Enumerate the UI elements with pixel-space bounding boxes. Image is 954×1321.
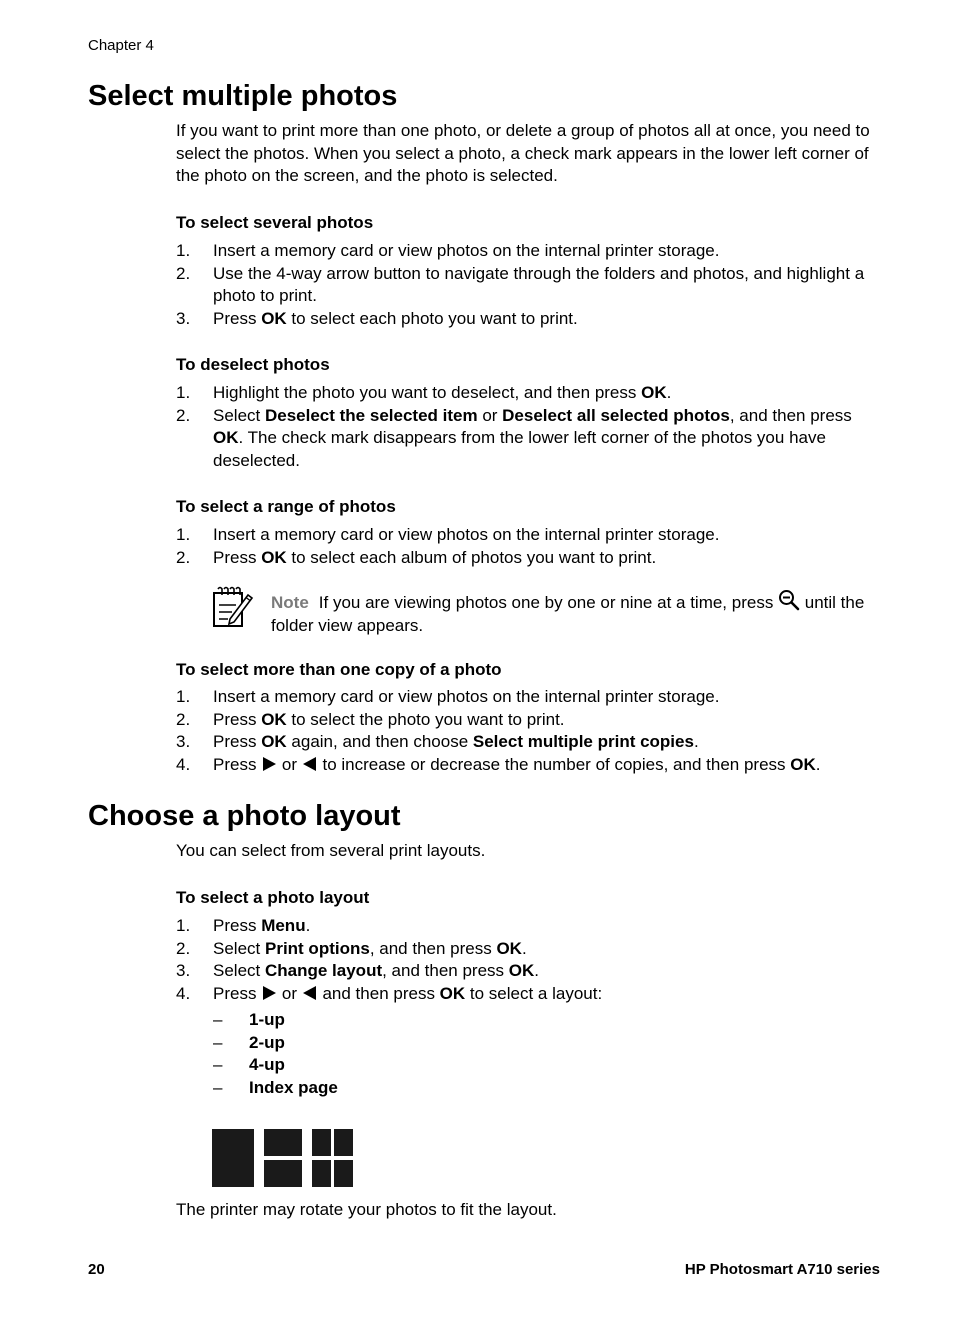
steps-deselect bbox=[176, 382, 886, 472]
steps-select-range bbox=[176, 524, 886, 569]
layout-1up-icon bbox=[212, 1129, 254, 1187]
zoom-out-icon bbox=[778, 589, 800, 611]
page-number: 20 bbox=[88, 1261, 105, 1278]
closing-text: The printer may rotate your photos to fit the layout. bbox=[176, 1200, 557, 1219]
note-text: Note If you are viewing photos one by one or nine at a time, press until the folder view appears. bbox=[271, 589, 886, 637]
subheading-select-copies: To select more than one copy of a photo bbox=[176, 660, 502, 679]
layout-4up-icon bbox=[312, 1129, 353, 1187]
right-arrow-icon bbox=[261, 985, 277, 1001]
list-item: 3. Press OK to select each photo you want to print. bbox=[176, 308, 578, 328]
list-item: 1. Press Menu. bbox=[176, 916, 311, 935]
list-item: 4. Press or to increase or decrease the number of copies, and then press OK. bbox=[176, 754, 821, 774]
section-intro: If you want to print more than one photo, or delete a group of photos all at once, you need to select the photos. When you select a photo, a check mark appears in the lower left corner of the photo on the screen, and the photo is selected. bbox=[176, 121, 870, 185]
layout-2up-icon bbox=[264, 1129, 302, 1187]
list-item: 2. Use the 4-way arrow button to navigate through the folders and photos, and highlight a photo to print. bbox=[176, 263, 865, 305]
note-label: Note bbox=[271, 593, 309, 612]
layout-examples-figure bbox=[212, 1129, 354, 1189]
list-item: 3. Select Change layout, and then press OK. bbox=[176, 961, 539, 980]
list-item: 1. Insert a memory card or view photos on the internal printer storage. bbox=[176, 687, 720, 706]
note-pad-icon bbox=[210, 585, 256, 631]
section-intro: You can select from several print layouts. bbox=[176, 841, 486, 860]
list-item: 2. Press OK to select the photo you want to print. bbox=[176, 709, 565, 729]
left-arrow-icon bbox=[302, 756, 318, 772]
list-item: – Index page bbox=[213, 1077, 338, 1097]
list-item: 4. Press or and then press OK to select a layout: bbox=[176, 983, 603, 1003]
list-item: 3. Press OK again, and then choose Select multiple print copies. bbox=[176, 732, 699, 751]
list-item: – 4-up bbox=[213, 1055, 285, 1074]
subheading-select-several: To select several photos bbox=[176, 213, 374, 232]
footer-product-name: HP Photosmart A710 series bbox=[684, 1261, 880, 1278]
subheading-deselect: To deselect photos bbox=[176, 355, 330, 374]
list-item: – 2-up bbox=[213, 1032, 285, 1052]
section-title-select-multiple: Select multiple photos bbox=[88, 80, 398, 112]
left-arrow-icon bbox=[302, 985, 318, 1001]
list-item: – 1-up bbox=[213, 1010, 285, 1029]
steps-select-layout bbox=[176, 915, 886, 1005]
list-item: 2. Select Deselect the selected item or Deselect all selected photos, and then press OK. The check mark disappears from the lower left corner of the photos you have deselected. bbox=[176, 405, 852, 470]
chapter-label: Chapter 4 bbox=[88, 37, 154, 54]
subheading-select-range: To select a range of photos bbox=[176, 497, 396, 516]
list-item: 1. Insert a memory card or view photos on the internal printer storage. bbox=[176, 241, 720, 260]
list-item: 2. Select Print options, and then press OK. bbox=[176, 938, 527, 958]
layout-options-list bbox=[213, 1009, 338, 1099]
list-item: 1. Insert a memory card or view photos on the internal printer storage. bbox=[176, 525, 720, 544]
list-item: 2. Press OK to select each album of photos you want to print. bbox=[176, 547, 657, 567]
right-arrow-icon bbox=[261, 756, 277, 772]
section-title-choose-layout: Choose a photo layout bbox=[88, 800, 401, 832]
steps-select-copies bbox=[176, 686, 886, 776]
list-item: 1. Highlight the photo you want to deselect, and then press OK. bbox=[176, 383, 672, 402]
steps-select-several bbox=[176, 240, 886, 330]
subheading-select-layout: To select a photo layout bbox=[176, 888, 370, 907]
